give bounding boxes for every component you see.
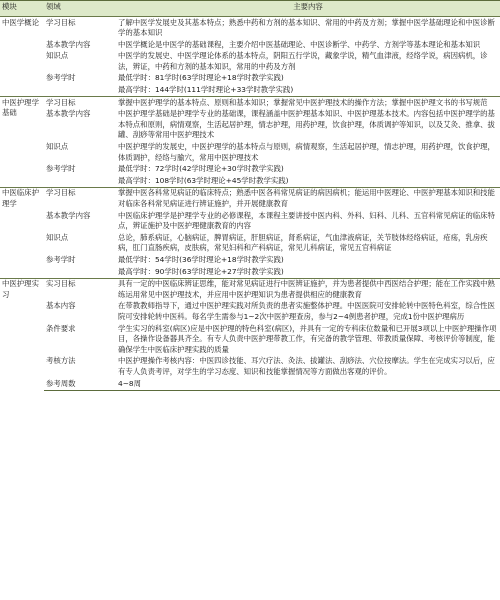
table-row [0, 142, 500, 164]
table-row [0, 73, 500, 85]
table-row [0, 278, 500, 301]
table-row [0, 266, 500, 278]
content-text: 在带教教师指导下，通过中医护理实践对所负责的患者实施整体护理。中医医院可安排轮转中医特色科室，综合性医院可安排轮转中医科。每名学生需参与1~2次中医护理查房，参与2~4例患者护理，完成1份中医护理病历 [118, 301, 495, 321]
content-text: 中医护理学基础是护理学专业的基础课，课程涵盖中医护理基本知识、中医护理基本技术。内容包括中医护理学的基本特点和原则，病情观察，生活起居护理，情志护理，用药护理，饮食护理，体质调护等知识，以及艾灸、推拿、拔罐、刮痧等常用中医护理技术 [118, 109, 495, 140]
field-name: 知识点 [46, 142, 69, 152]
table-row [0, 187, 500, 210]
module-name: 中医护理学基础 [0, 97, 44, 188]
table-row [0, 97, 500, 109]
content-text: 掌握中医护理学的基本特点、原则和基本知识；掌握常见中医护理技术的操作方法；掌握中医护理文书的书写规范 [116, 97, 500, 109]
field-name: 参考周数 [44, 378, 116, 390]
table-row [0, 51, 500, 73]
content-text: 中医护理操作考核内容：中医四诊技能、耳穴疗法、灸法、拔罐法、刮痧法、穴位按摩法。学生在完成实习以后，应有专人负责考评，对学生的学习态度、知识和技能掌握情况等方面做出客观的评价。 [118, 356, 495, 376]
table-row [0, 175, 500, 187]
content-text: 最低学时：81学时(63学时理论+18学时教学实践) [118, 73, 284, 83]
content-text: 最低学时：72学时(42学时理论+30学时教学实践) [118, 164, 284, 174]
header-module: 模块 [0, 1, 44, 17]
field-name: 知识点 [46, 51, 69, 61]
content-text: 掌握中医各科常见病证的临床特点；熟悉中医各科常见病证的病因病机；能运用中医理论、中医护理基本知识和技能对临床各科常见病证进行辨证施护，并开展健康教育 [116, 187, 500, 210]
field-name: 参考学时 [46, 254, 76, 264]
content-text: 具有一定的中医临床辨证思维，能对常见病证进行中医辨证施护，并为患者提供中西医结合护理；能在工作实践中熟练运用常见中医护理技术，并应用中医护理知识为患者提供相应的健康教育 [116, 278, 500, 301]
table-row [0, 301, 500, 323]
field-name: 基本教学内容 [46, 109, 91, 119]
table-row [0, 109, 500, 142]
content-text: 最高学时：144学时(111学时理论+33学时教学实践) [118, 85, 294, 95]
field-name: 学习目标 [44, 187, 116, 210]
content-text: 中医临床护理学是护理学专业的必修课程，本课程主要讲授中医内科、外科、妇科、儿科、五官科常见病证的临床特点，辨证施护及中医护理健康教育的内容 [118, 210, 495, 231]
field-name: 学习目标 [46, 17, 76, 27]
field-name: 参考学时 [46, 73, 76, 83]
table-header-row [0, 1, 500, 17]
content-text: 中医学概论是中医学的基础课程，主要介绍中医基础理论、中医诊断学、中药学、方剂学等基本理论和基本知识 [118, 39, 481, 49]
content-text: 4~8周 [116, 378, 500, 390]
content-text: 学生实习的科室(病区)应是中医护理的特色科室(病区)，并具有一定的专科床位数量和已开展3项以上中医护理操作项目，各操作设备器具齐全。有专人负责中医护理带教工作，有完备的教学管理、带教质量保障、考核评价等制度，能确保学生中医临床护理实践的质量 [118, 323, 497, 354]
content-text: 中医护理学的发展史，中医护理学的基本特点与原则，病情观察，生活起居护理，情志护理，用药护理，饮食护理，体质调护，经络与腧穴，常用中医护理技术 [118, 142, 495, 162]
table-row [0, 323, 500, 356]
field-name: 实习目标 [44, 278, 116, 301]
field-name: 参考学时 [46, 164, 76, 174]
table-row [0, 164, 500, 176]
field-name [44, 175, 116, 187]
field-name: 学习目标 [44, 97, 116, 109]
content-text: 最高学时：108学时(63学时理论+45学时教学实践) [118, 175, 289, 185]
content-text: 最高学时：90学时(63学时理论+27学时教学实践) [118, 266, 284, 276]
content-text: 总论，肺系病证，心脑病证，脾胃病证，肝胆病证，肾系病证，气血津液病证，关节肢体经络病证，疮疡，乳房疾病，肛门直肠疾病，皮肤病，常见妇科和产科病证，常见儿科病证，常见五官科病证 [118, 232, 488, 253]
table-row [0, 210, 500, 232]
field-name: 知识点 [46, 232, 69, 242]
field-name: 条件要求 [46, 323, 76, 333]
content-text: 最低学时：54学时(36学时理论+18学时教学实践) [118, 254, 284, 264]
table-row [0, 254, 500, 266]
field-name [44, 85, 116, 97]
content-text: 了解中医学发展史及其基本特点；熟悉中药和方剂的基本知识、常用的中药及方剂；掌握中医学基础理论和中医诊断学的基本知识 [118, 17, 495, 38]
field-name [44, 266, 116, 278]
table-body [0, 17, 500, 391]
module-name: 中医临床护理学 [0, 187, 44, 278]
module-name: 中医护理实习 [0, 278, 44, 390]
field-name: 基本教学内容 [46, 39, 91, 49]
table-row [0, 39, 500, 51]
field-name: 基本内容 [46, 301, 76, 311]
header-content: 主要内容 [116, 1, 500, 17]
table-row [0, 356, 500, 378]
field-name: 基本教学内容 [46, 210, 91, 220]
table-row [0, 378, 500, 390]
table-row [0, 85, 500, 97]
table-row [0, 232, 500, 254]
content-text: 中医学的发展史、中医学理论体系的基本特点，阴阳五行学说，藏象学说，精气血津液，经络学说，病因病机，诊法，辨证，中药和方剂的基本知识，常用的中药及方剂 [118, 51, 488, 71]
table-row [0, 17, 500, 40]
header-field: 领域 [44, 1, 116, 17]
module-name: 中医学概论 [2, 17, 39, 27]
field-name: 考核方法 [46, 356, 76, 366]
